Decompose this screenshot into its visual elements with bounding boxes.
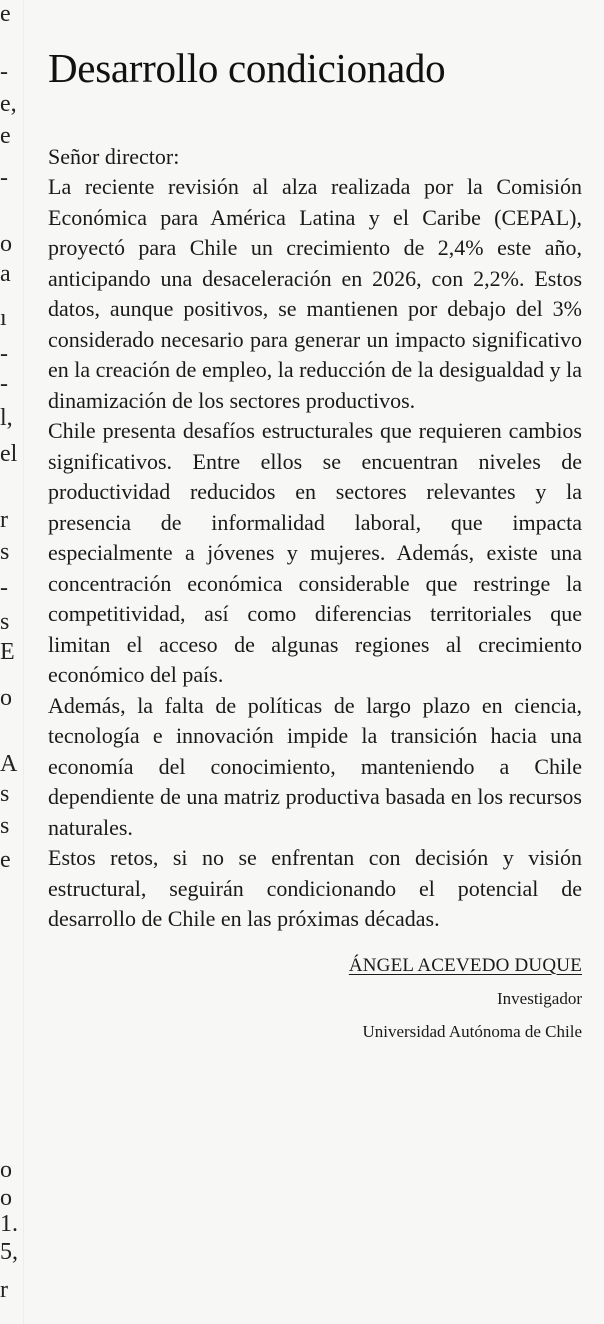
gutter-char: 5,: [0, 1239, 18, 1265]
gutter-char: e,: [0, 91, 17, 117]
gutter-char: e: [0, 1, 11, 27]
gutter-char: -: [0, 575, 8, 601]
body-paragraph: Además, la falta de políticas de largo plazo en ciencia, tecnología e innovación impide la transición hacia una economía del conocimiento, manteniendo a Chile dependiente de una matriz productiva basada en los recursos naturales.: [48, 692, 582, 840]
gutter-char: s: [0, 609, 10, 635]
headline: Desarrollo condicionado: [48, 45, 446, 91]
author-name: ÁNGEL ACEVEDO DUQUE: [348, 954, 582, 976]
gutter-char: r: [0, 507, 8, 533]
gutter-char: -: [0, 59, 8, 85]
author-institution: Universidad Autónoma de Chile: [362, 1021, 582, 1041]
gutter-char: -: [0, 341, 8, 367]
gutter-char: s: [0, 781, 10, 807]
letter-to-editor: [48, 30, 582, 1047]
gutter-char: -: [0, 371, 8, 397]
gutter-char: a: [0, 261, 11, 287]
signature-block: [48, 951, 582, 1047]
salutation: Señor director:: [48, 144, 180, 169]
body-paragraph: Chile presenta desafíos estructurales que requieren cambios significativos. Entre ellos se encuentran niveles de productividad reducidos en sectores relevantes y la presencia de informalidad laboral, que impacta especialmente a jóvenes y mujeres. Además, existe una concentración económica considerable que restringe la competitividad, así como diferencias territoriales que limitan el acceso de algunas regiones al crecimiento económico del país.: [48, 418, 582, 687]
gutter-char: r: [0, 1277, 8, 1303]
body-paragraph: Estos retos, si no se enfrentan con decisión y visión estructural, seguirán condicionando el potencial de desarrollo de Chile en las próximas décadas.: [48, 845, 582, 931]
gutter-char: o: [0, 1185, 12, 1211]
gutter-char: A: [0, 751, 18, 777]
gutter-char: s: [0, 813, 10, 839]
gutter-char: ı: [0, 305, 7, 331]
gutter-char: -: [0, 165, 8, 191]
gutter-char: l,: [0, 405, 13, 431]
body-paragraph: La reciente revisión al alza realizada por la Comisión Económica para América Latina y el Caribe (CEPAL), proyectó para Chile un crecimiento de 2,4% este año, anticipando una desaceleración en 2026, con 2,2%. Estos datos, aunque positivos, se mantienen por debajo del 3% considerado necesario para generar un impacto significativo en la creación de empleo, la reducción de la desigualdad y la dinamización de los sectores productivos.: [48, 174, 582, 413]
gutter-char: 1.: [0, 1211, 18, 1237]
gutter-char: s: [0, 539, 10, 565]
gutter-char: o: [0, 685, 12, 711]
previous-column-fragment: [0, 0, 22, 1324]
gutter-char: o: [0, 1157, 12, 1183]
gutter-char: el: [0, 441, 18, 467]
column-divider: [23, 0, 24, 1324]
author-role: Investigador: [497, 988, 582, 1008]
gutter-char: e: [0, 123, 11, 149]
gutter-char: o: [0, 231, 12, 257]
gutter-char: e: [0, 847, 11, 873]
gutter-char: E: [0, 639, 15, 665]
